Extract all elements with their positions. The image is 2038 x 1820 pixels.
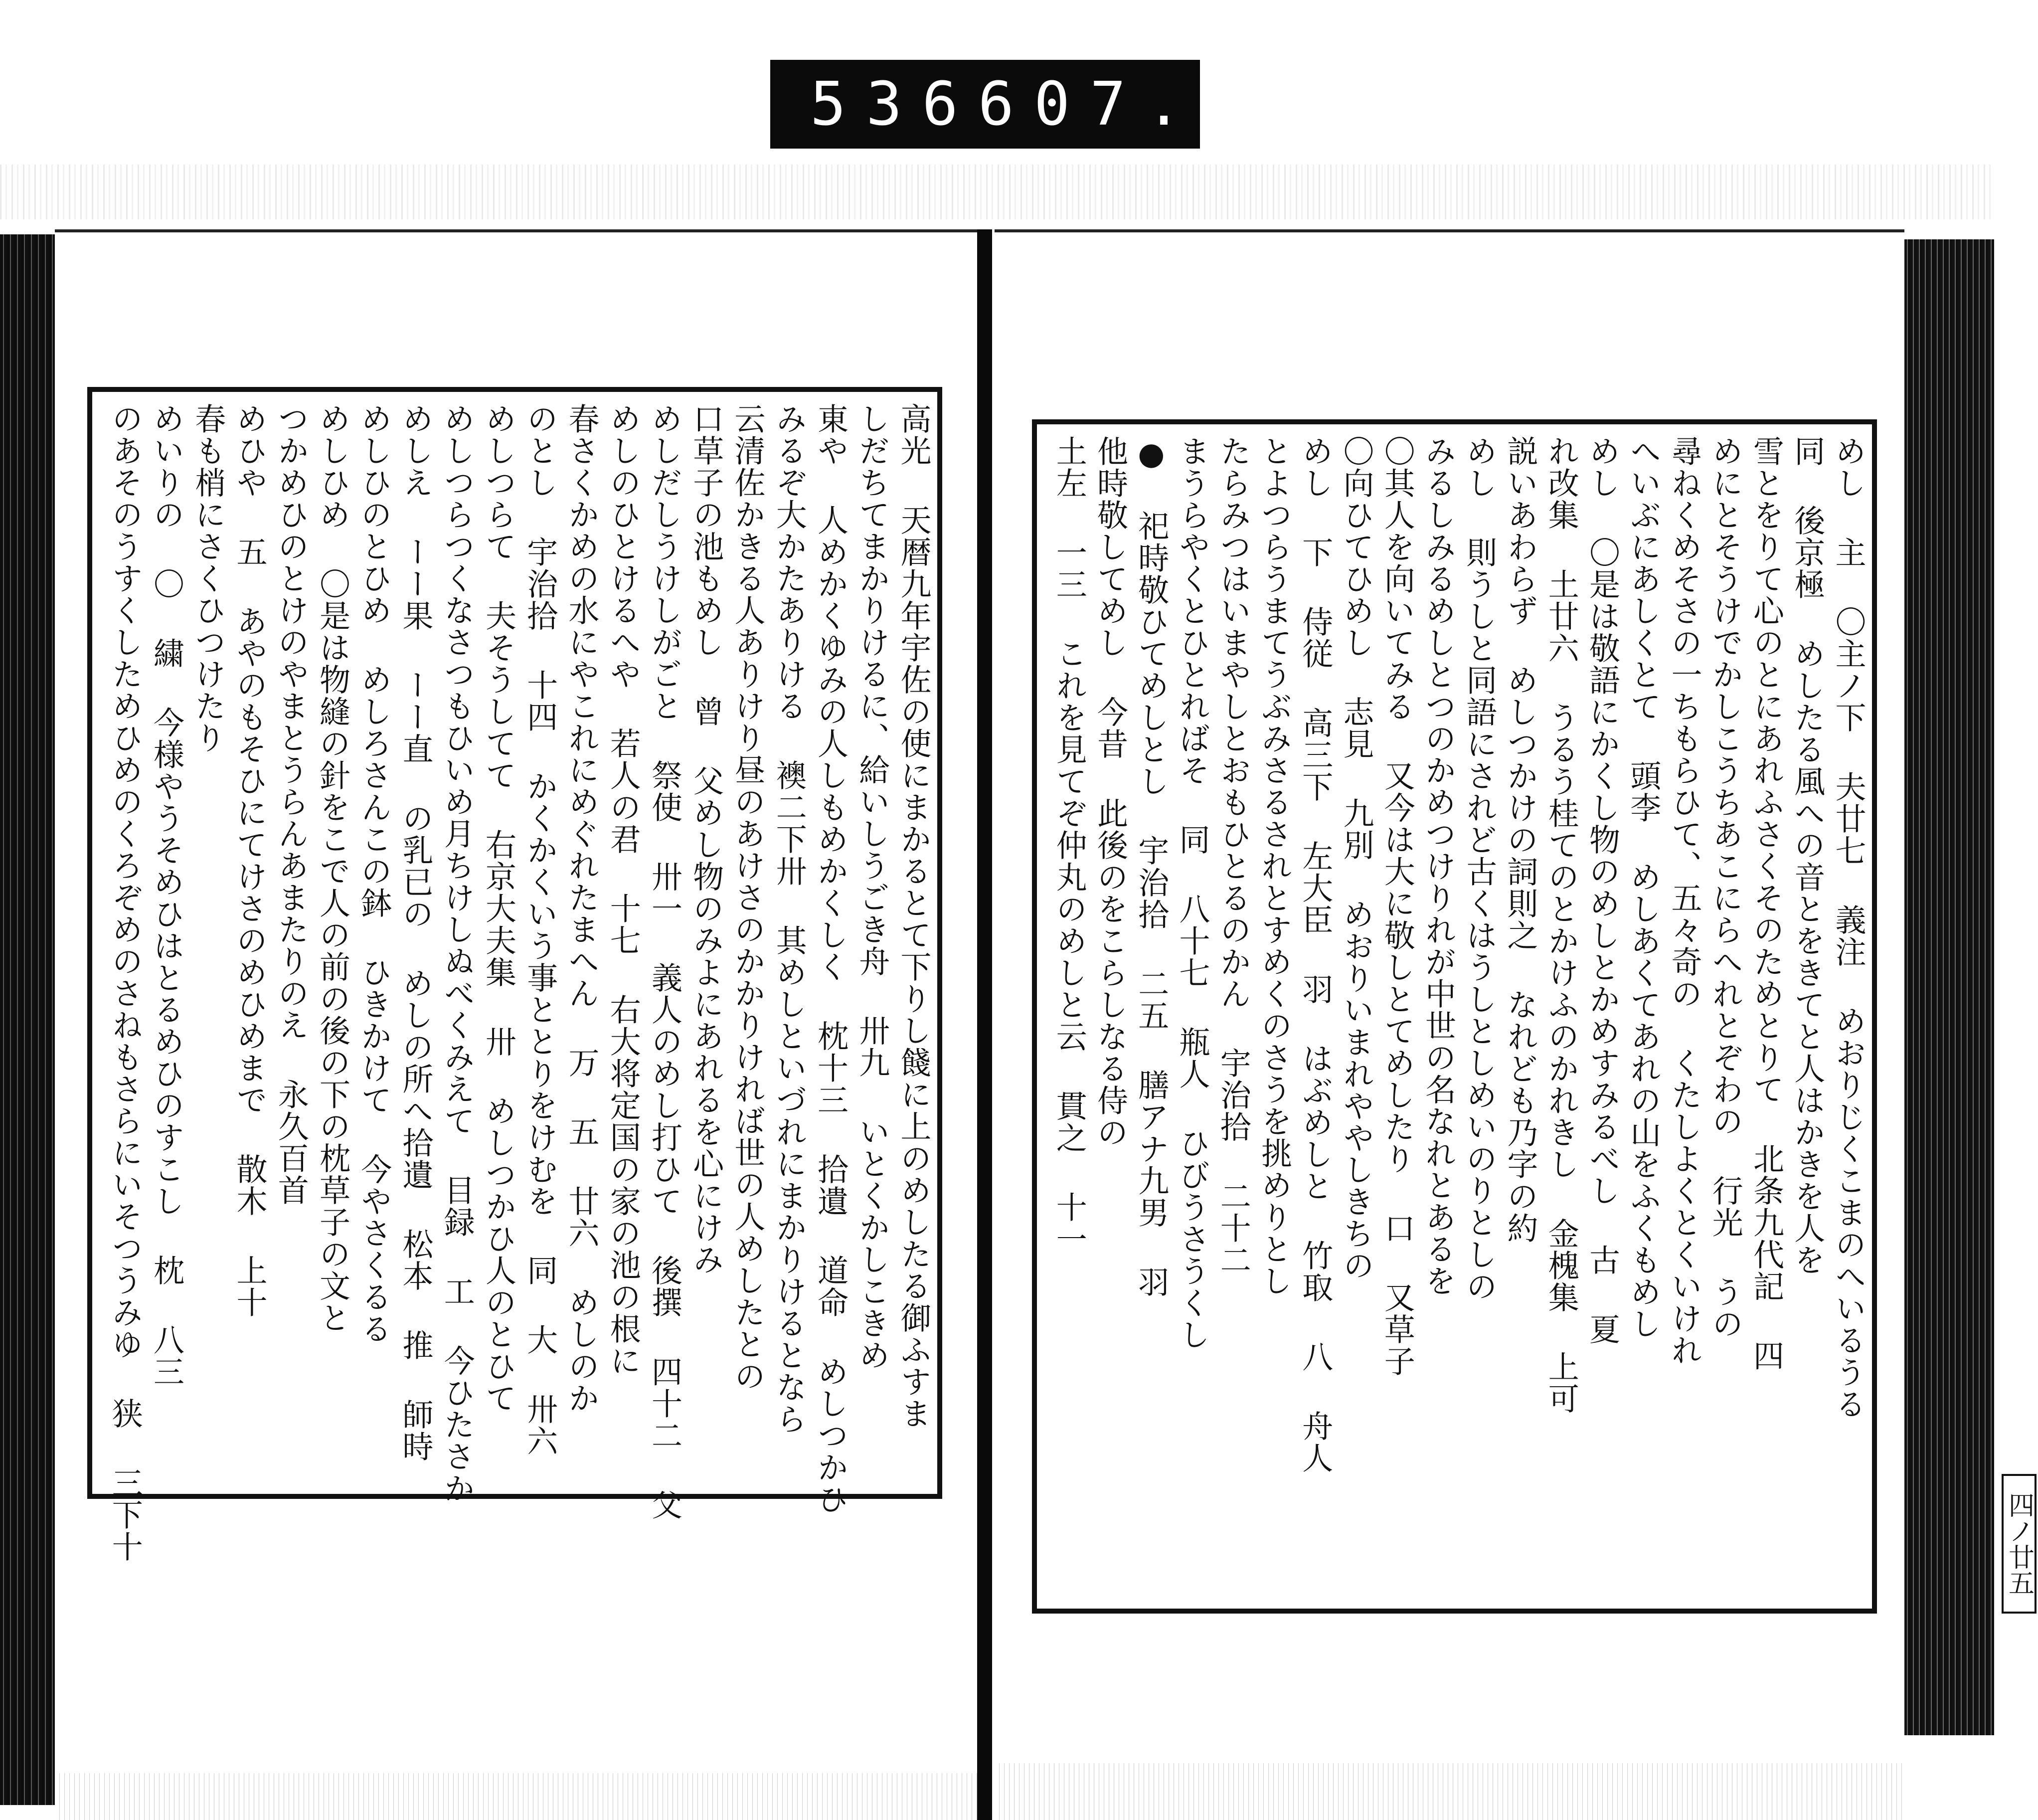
text-column: たらみつはいまやしとおもひとるのかん 宇治拾 二十二 — [1215, 435, 1252, 1276]
page-stack-left — [55, 1770, 977, 1820]
text-column: めしひのとひめ めしろさんこの鉢 ひきかけて 今やさくるる — [355, 403, 392, 1345]
text-column: みるぞ大かたありける 襖二下卅 其めしといづれにまかりけるとなら — [771, 403, 808, 1435]
page-number: 四ノ廿五 — [2002, 1474, 2037, 1614]
right-text-frame — [1032, 419, 1877, 1614]
text-column: ● 祀時敬ひてめしとし 宇治拾 二五 膳アナ九男 羽 — [1133, 435, 1170, 1298]
right-page — [995, 229, 2034, 1763]
text-column: 春さくかめの水にやこれにめぐれたまへん 万 五 廿六 めしのか — [563, 403, 600, 1414]
text-column: めし 則うしと同語にされど古くはうしとしめいのりとしの — [1461, 435, 1498, 1302]
text-column: 東や 人めかくゆみの人しもめかくしく 枕十三 拾遺 道命 めしつかひ — [812, 403, 849, 1515]
text-column: めし 下 侍従 高三下 左大臣 羽 はぶめしと 竹取 八 舟人 — [1297, 435, 1334, 1474]
text-column: めしつらて 夫そうしてて 右京大夫集 卅 めしつかひ人のとひて — [480, 403, 517, 1414]
text-column: 云清佐かきる人ありけり昼のあけさのかかりければ世の人めしたとの — [729, 403, 766, 1392]
text-column: 春も梢にさくひつけたり — [189, 403, 226, 754]
text-column: 尋ねくめそさの一ちもらひて、五々奇の くたしよくとくいけれ — [1666, 435, 1702, 1366]
text-column: めしのひとけるへや 若人の君 十七 右大将定国の家の池の根に — [605, 403, 642, 1377]
archive-number-right: 607. — [978, 69, 1202, 139]
text-column: めしつらつくなさつもひいめ月ちけしぬべくみえて 目録 工 今ひたさか — [439, 403, 476, 1504]
book-edge-left — [0, 234, 55, 1805]
text-column: のとし 宇治拾 十四 かくかくいう事ととりをけむを 同 大 卅六 — [521, 403, 558, 1457]
text-column: めひや 五 あやのもそひにてけさのめひめまで 散木 上十 — [231, 403, 268, 1318]
archive-number-left: 536 — [810, 69, 978, 139]
text-column: 〇其人を向いてみる 又今は大に敬しとてめしたり 口 又草子 — [1379, 435, 1416, 1377]
text-column: みるしみるめしとつのかめつけりれが中世の名なれとあるを — [1420, 435, 1457, 1297]
scan-noise-band — [0, 165, 1994, 219]
book-edge-right — [1904, 239, 1994, 1735]
text-column: へいぶにあしくとて 頭李 めしあくてあれの山をふくもめし — [1625, 435, 1662, 1340]
text-column: 他時敬してめし 今昔 此後のをこらしなる侍の — [1092, 435, 1129, 1148]
text-column: 同 後京極 めしたる風への音とをきてと人はかきを人を — [1789, 435, 1826, 1276]
text-column: のあそのうすくしためひめのくろぞめのさねもさらにいそつうみゆ 狭 三下十 — [107, 403, 144, 1563]
text-column: 説いあわらず めしつかけの詞則之 なれども乃字の約 — [1502, 435, 1538, 1244]
left-text-frame — [87, 387, 942, 1563]
text-column: めしひめ 〇是は物縫の針をこで人の前の後の下の枕草子の文と — [314, 403, 351, 1334]
archive-id-label — [770, 60, 1200, 149]
text-column: めしえ ーー果 ーー直 の乳已の めしの所へ拾遺 松本 推 師時 — [397, 403, 434, 1462]
text-column: れ改集 土廿六 うるう桂てのとかけふのかれきし 金槐集 上可 — [1543, 435, 1580, 1415]
text-column: 口草子の池もめし 曾 父めし物のみよにあれるを心にけみ — [687, 403, 724, 1275]
text-column: まうらやくとひとればそ 同 八十七 瓶人 ひびうさうくし — [1174, 435, 1210, 1351]
left-page — [55, 229, 977, 1773]
text-column: 雪とをりて心のとにあれふさくそのためとりて 北条九代記 四 — [1748, 435, 1785, 1372]
text-column: とよつらうまてうぶみさるされとすめくのさうを挑めりとし — [1256, 435, 1293, 1297]
text-column: めし 〇是は敬語にかくし物のめしとかめすみるべし 古 夏 — [1584, 435, 1621, 1345]
open-book — [0, 214, 2034, 1820]
text-column: 高光 天暦九年宇佐の使にまかるとて下りし餞に上のめしたる御ふすま — [895, 403, 932, 1430]
text-column: めいりの 〇 繍 今様やうそめひはとるめひのすこし 枕 八三 — [148, 403, 185, 1388]
text-column: しだちてまかりけるに、給いしうごき舟 卅九 いとくかしこきめ — [853, 403, 890, 1371]
text-column: めし 主 〇主ノ下 夫廿七 義注 めおりじくこまのへいるうる — [1830, 435, 1867, 1420]
text-column: 〇向ひてひめし 志見 九別 めおりいまれややしきちの — [1338, 435, 1374, 1281]
text-column: 土左 一三 これを見てぞ仲丸のめしと云 貫之 十一 — [1051, 435, 1088, 1255]
page-stack-right — [995, 1760, 1904, 1820]
book-gutter — [977, 229, 992, 1820]
text-column: めしだしうけしがごと 祭使 卅一 義人のめし打ひて 後撰 四十二 父 — [646, 403, 683, 1521]
text-column: つかめひのとけのやまとうらんあまたりのえ 永久百首 — [273, 403, 310, 1206]
text-column: めにとそうけでかしこうちあこにらへれとぞわの 行光 うの — [1707, 435, 1744, 1340]
